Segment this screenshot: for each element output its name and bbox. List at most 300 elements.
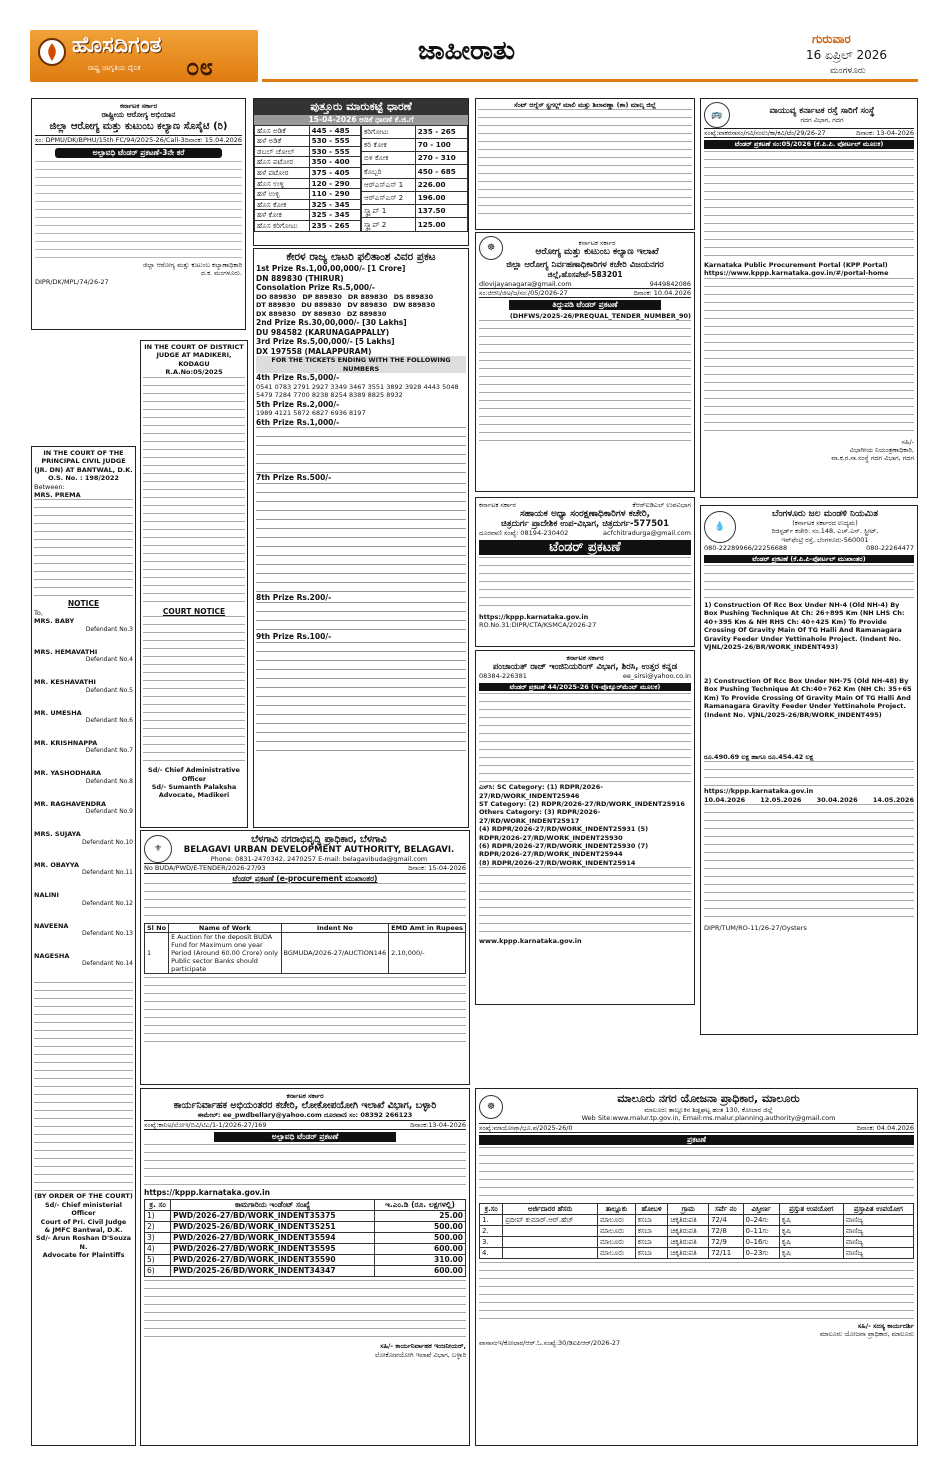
- bellary-gov: ಕರ್ನಾಟಕ ಸರ್ಕಾರ: [286, 1092, 324, 1100]
- water-header: [704, 509, 914, 544]
- vij-ref: ಸಂ:ಜಿಆನಿ/ಜಿಅ/ಜ/ಸಂ:/05/2026-27: [479, 289, 568, 297]
- market-item: ಆರ್‌ಎಸ್‌ಎಸ್ 1: [362, 178, 416, 191]
- market-item: ಡಬಲ್ ಚೋಲ್: [255, 146, 310, 157]
- market-date-line: 15-04-2026 ಅಡಿಕೆ ಧಾರಣೆ ಕೆ.ಜಿ.ಗೆ: [254, 115, 468, 125]
- vij-indent: (DHFWS/2025-26/PREQUAL_TENDER_NUMBER_90): [509, 312, 691, 320]
- sirsi-sc: ಎಸ್‌ಸಿ: SC Category: (1) RDPR/2026-27/RD/WORK_INDENT25946: [479, 783, 603, 800]
- malur-cell: [503, 1247, 598, 1258]
- forest-heading: ಟೆಂಡರ್ ಪ್ರಕಟಣೆ: [479, 540, 691, 555]
- buda-cell: 2,10,000/-: [389, 933, 466, 974]
- vij-contact: [479, 280, 691, 288]
- sirsi-r8: (8) RDPR/2026-27/RD/WORK_INDENT25914: [479, 858, 636, 867]
- water-phone-line: [704, 544, 914, 552]
- nwkrtc-title1: ವಾಯುವ್ಯ ಕರ್ನಾಟಕ ರಸ್ತೆ ಸಾರಿಗೆ ಸಂಸ್ಥೆ: [769, 105, 875, 116]
- market-price: 375 - 405: [309, 167, 360, 178]
- market-price: 110 - 290: [309, 189, 360, 200]
- malur-row: [480, 1225, 914, 1236]
- bellary-indent: PWD/2026-27/BD/WORK_INDENT35595: [171, 1244, 375, 1255]
- malur-refline: [479, 1123, 914, 1133]
- lottery-consolation-number: DS 889830: [393, 292, 434, 301]
- health-title: ಜಿಲ್ಲಾ ಆರೋಗ್ಯ ಮತ್ತು ಕುಟುಂಬ ಕಲ್ಯಾಣ ಸೊಸೈಟಿ (ರಿ): [49, 121, 228, 132]
- vij-refline: [479, 288, 691, 298]
- bellary-sign2: ಲೋಕೋಪಯೋಗಿ ಇಲಾಖೆ ವಿಭಾಗ, ಬಳ್ಳಾರಿ: [374, 1350, 466, 1359]
- water-ro: DIPR/TUM/RO-11/26-27/Oysters: [704, 924, 807, 933]
- health-refline: [35, 135, 242, 145]
- water-url[interactable]: https://kppp.karnataka.gov.in: [704, 787, 814, 796]
- bellary-sl: 3): [145, 1233, 171, 1244]
- buda-col-header: Indent No: [281, 924, 389, 933]
- malur-sign: ಸಹಿ/- ಸದಸ್ಯ ಕಾರ್ಯದರ್ಶಿ: [857, 1321, 914, 1330]
- market-row: [362, 205, 468, 218]
- market-price: 196.00: [415, 191, 467, 204]
- water-addr: ರಿಜಿಸ್ಟರ್ಡ್ ಕಚೇರಿ: ನಂ.148, ಎಚ್.ಎಸ್. ಸ್ಟ್ರೀಟ್,: [771, 527, 879, 536]
- vij-date: ದಿನಾಂಕ: 10.04.2026: [633, 289, 691, 297]
- masthead-logo: [30, 30, 258, 82]
- lottery-fourth: 4th Prize Rs.5,000/-: [256, 373, 340, 383]
- water-date2: 12.05.2026: [760, 795, 802, 804]
- lottery-fifth: 5th Prize Rs.2,000/-: [256, 399, 340, 409]
- malur-heading: ಪ್ರಕಟಣೆ: [479, 1135, 914, 1145]
- forest-title1: ಸಹಾಯಕ ಅಧ್ಯಾ ಸಂರಕ್ಷಣಾಧಿಕಾರಿಗಳ ಕಚೇರಿ,: [519, 509, 651, 520]
- defendant-number: Defendant No.13: [81, 929, 133, 937]
- defendant-name: MRS. BABY: [34, 617, 75, 626]
- water-dates: [704, 796, 914, 804]
- buda-header: [144, 834, 466, 863]
- buda-cell: 1: [145, 933, 169, 974]
- market-row: [362, 138, 468, 151]
- market-price: 325 - 345: [309, 210, 360, 221]
- masthead-date: 16 ಏಪ್ರಿಲ್ 2026: [806, 48, 888, 62]
- defendant-name: NAGESHA: [34, 951, 70, 960]
- malur-cell: ಮಾಲೂರು: [598, 1225, 636, 1236]
- water-title1: ಬೆಂಗಳೂರು ಜಲ ಮಂಡಳಿ ನಿಯಮಿತ: [771, 509, 879, 519]
- health-heading: ಅಲ್ಪಾವಧಿ ಟೆಂಡರ್ ಪ್ರಕಟಣೆ-3ನೇ ಕರೆ: [55, 148, 222, 158]
- defendant-entry: [34, 769, 133, 785]
- market-price: 450 - 685: [415, 165, 467, 178]
- lottery-title: ಕೇರಳ ರಾಜ್ಯ ಲಾಟರಿ ಫಲಿತಾಂಶ ವಿವರ ಪ್ರಕಟ: [286, 251, 436, 263]
- court-bantwal-order: (BY ORDER OF THE COURT): [34, 1192, 133, 1201]
- court-bantwal-sign1: Sd/- Chief ministerial Officer: [44, 1200, 123, 1218]
- buda-col-header: Name of Work: [169, 924, 281, 933]
- bellary-indent: PWD/2025-26/BD/WORK_INDENT34347: [171, 1266, 375, 1277]
- market-item: ಹಳೆ ಅಡಿಕೆ: [255, 136, 310, 147]
- malur-cell: 0–24ಗು: [743, 1214, 779, 1225]
- defendant-number: Defendant No.8: [85, 777, 133, 785]
- defendant-name: MR. KRISHNAPPA: [34, 739, 98, 748]
- malur-col-header: ತಾಲ್ಲೂಕು: [598, 1203, 636, 1214]
- malur-cell: ಕೃಷಿ: [779, 1236, 843, 1247]
- lottery-ninth: 9th Prize Rs.100/-: [256, 632, 332, 642]
- nwkrtc-sign3: ವಾ.ಕ.ರ.ಸಾ.ಸಂಸ್ಥೆ ಗದಗ ವಿಭಾಗ, ಗದಗ: [831, 454, 914, 463]
- forest-url[interactable]: https://kppp.karnataka.gov.in: [479, 612, 589, 621]
- vij-title1: ಆರೋಗ್ಯ ಮತ್ತು ಕುಟುಂಬ ಕಲ್ಯಾಣ ಇಲಾಖೆ: [535, 247, 659, 258]
- forest-gov: ಕರ್ನಾಟಕ ಸರ್ಕಾರ: [479, 501, 516, 509]
- buda-cell: E Auction for the deposit BUDA Fund for Maximum one year Period (Around 60.00 Crore) only Public sector Banks should participate: [169, 933, 281, 974]
- masthead-day: ಗುರುವಾರ: [812, 32, 851, 46]
- lottery-consolation-number: DW 889830: [393, 301, 436, 310]
- bellary-emd: 500.00: [374, 1222, 465, 1233]
- court-bantwal-defendants: [34, 617, 133, 968]
- defendant-name: MR. UMESHA: [34, 708, 82, 717]
- market-price: 235 - 265: [415, 125, 467, 138]
- market-row: [255, 167, 361, 178]
- market-item: ಆರ್‌ಎಸ್‌ಎಸ್ 2: [362, 191, 416, 204]
- vij-header: [479, 236, 691, 260]
- defendant-number: Defendant No.7: [85, 747, 133, 755]
- market-price: 445 - 485: [309, 125, 360, 136]
- market-row: [362, 191, 468, 204]
- malur-cell: ಮಾಲೂರು: [598, 1236, 636, 1247]
- malur-date: ದಿನಾಂಕ: 04.04.2026: [856, 1123, 914, 1132]
- water-work2: 2) Construction Of Rcc Box Under NH-75 (Old NH-48) By Box Pushing Technique At Ch:40+762 Km (NH Ch: 35+65 Km) To Provide Crossing Of Gravity Main Of TG Halli And Ramanagara Gravity Feeder Under Yettinahole Project. (Indent No. VJNL/2025-26/BR/WORK_INDENT495): [704, 677, 912, 719]
- malur-footer: ವಾಸಾಸಂಇ/ಕೋಲಾರ/ಆರ್.ಓ.ಸಂಖ್ಯೆ:30/ಡಿಐಪಿಆರ್/2026-27: [479, 1338, 621, 1347]
- malur-cell: ಕಸಬಾ: [635, 1214, 668, 1225]
- health-vijayanagara-tender: [475, 232, 695, 492]
- buda-title-kn: ಬೆಳಗಾವಿ ನಗರಾಭಿವೃದ್ಧಿ ಪ್ರಾಧಿಕಾರ, ಬೆಳಗಾವಿ: [251, 834, 387, 845]
- buda-title-en: BELAGAVI URBAN DEVELOPMENT AUTHORITY, BELAGAVI.: [183, 845, 455, 855]
- masthead-rule: [262, 79, 918, 82]
- bellary-indent: PWD/2026-27/BD/WORK_INDENT35594: [171, 1233, 375, 1244]
- bellary-url[interactable]: https://kppp.karnataka.gov.in: [144, 1187, 271, 1197]
- bellary-col-emd: ಇ.ಎಂ.ಡಿ (ರೂ. ಲಕ್ಷಗಳಲ್ಲಿ): [374, 1200, 465, 1211]
- defendant-number: Defendant No.12: [81, 899, 133, 907]
- malur-ref: ಸಂಖ್ಯೆ:ಮಾಯೋಪ್ರಾ/ಭೂ.ಪ/2025-26/0: [479, 1123, 573, 1132]
- malur-cell: [503, 1236, 598, 1247]
- market-rates: [253, 98, 469, 246]
- malur-cell: ಮಾಲೂರು: [598, 1214, 636, 1225]
- bellary-sl: 4): [145, 1244, 171, 1255]
- sirsi-r6: (6) RDPR/2026-27/RD/WORK_INDENT25930 (7) RDPR/2026-27/RD/WORK_INDENT25944: [479, 842, 649, 859]
- defendant-name: MR. YASHODHARA: [34, 769, 101, 778]
- nwkrtc-heading: ಟೆಂಡರ್ ಪ್ರಕಟಣೆ ಸಂ:05/2026 (ಕೆ.ಪಿ.ಪಿ. ಪೋರ್ಟಲ್ ಮೂಲಕ): [704, 140, 914, 148]
- lottery-first-no: DN 889830 (THIRUR): [256, 273, 344, 283]
- malur-sign2: ಮಾಲೂರು ಯೋಜನಾ ಪ್ರಾಧಿಕಾರ, ಮಾಲೂರು: [819, 1330, 914, 1339]
- market-row: [362, 125, 468, 138]
- market-item: ಕೊಬ್ಬರಿ: [362, 165, 416, 178]
- sirsi-email: ee_sirsi@yahoo.co.in: [622, 672, 691, 681]
- malur-notice: [475, 1088, 918, 1446]
- court-madikeri-sign1: Sd/- Chief Administrative Officer: [148, 766, 240, 783]
- market-row: [255, 157, 361, 168]
- malur-table: [479, 1203, 914, 1259]
- water-amount: ರೂ.490.69 ಲಕ್ಷ ಹಾಗೂ ರೂ.454.42 ಲಕ್ಷ: [704, 753, 814, 762]
- nwkrtc-sign: ಸಹಿ/-: [901, 437, 914, 446]
- market-item: ಹಳೆ ಉಳ್ಳಿ: [255, 189, 310, 200]
- health-place: ದ.ಕ. ಮಂಗಳೂರು.: [200, 269, 242, 278]
- market-item: ಹಳೆ ಪಟೋರ: [255, 167, 310, 178]
- market-right-table: [361, 125, 468, 232]
- market-row: [255, 199, 361, 210]
- water-phone: 080-22289966/22256688: [704, 544, 788, 553]
- water-heading: ಟೆಂಡರ್ ಪ್ರಕಟಣೆ (ಕೆ.ಪಿ.ಪಿ-ಪೋರ್ಟಲ್ ಮುಖಾಂತರ): [704, 555, 914, 563]
- defendant-entry: [34, 952, 133, 968]
- nwkrtc-url[interactable]: https://www.kppp.karnataka.gov.in/#/portal-home: [704, 269, 889, 278]
- market-price: 137.50: [415, 205, 467, 218]
- malur-row: [480, 1214, 914, 1225]
- lottery-fifth-nos: 1989 4121 5872 6827 6936 8197: [256, 409, 366, 418]
- bellary-sl: 1): [145, 1211, 171, 1222]
- court-bantwal-plaintiff: MRS. PREMA: [34, 491, 81, 500]
- masthead-edition: ಮಂಗಳೂರು: [830, 66, 866, 76]
- bellary-emd: 600.00: [374, 1266, 465, 1277]
- buda-date: ದಿನಾಂಕ: 15-04-2026: [408, 864, 466, 873]
- sirsi-others: Others Category: (3) RDPR/2026-27/RD/WORK_INDENT25917: [479, 808, 601, 825]
- bellary-row: [145, 1211, 466, 1222]
- bellary-emd: 25.00: [374, 1211, 465, 1222]
- court-madikeri-case: R.A.No:05/2025: [165, 368, 223, 377]
- karnataka-emblem-icon: ☸: [479, 236, 503, 260]
- market-item: ಹೊಸ ಕರಿಗೋಟು: [255, 220, 310, 231]
- water-addr2: ಇನ್‌ಫೆಂಟ್ರಿ ರಸ್ತೆ, ಬೆಂಗಳೂರು-560001: [781, 535, 869, 544]
- malur-col-header: ಪ್ರಸ್ತುತ ಉಪಯೋಗ: [779, 1203, 843, 1214]
- market-item: ಕರಿ ಕೋಕ: [362, 138, 416, 151]
- health-office: ಜಿಲ್ಲಾ ಆರೋಗ್ಯ ಮತ್ತು ಕುಟುಂಬ ಕಲ್ಯಾಣಾಧಿಕಾರಿ: [142, 261, 242, 269]
- bellary-refline: [144, 1120, 466, 1130]
- market-row: [255, 125, 361, 136]
- malur-cell: ವಾಣಿಜ್ಯ: [843, 1214, 913, 1225]
- lottery-consolation-number: DT 889830: [256, 301, 296, 310]
- water-work1: 1) Construction Of Rcc Box Under NH-4 (Old NH-4) By Box Pushing Technique At Ch: 26+895 Km (NH LHS Ch: 40+395 Km & NH RHS Ch: 40+425 Km) To Provide Crossing Of Gravity Main Of TG Halli And Ramanagara Gravity Feeder Under Yettinahole Project. (Indent No. VJNL/2025-26/BR/WORK_INDENT493): [704, 601, 905, 652]
- court-notice-bantwal: [31, 446, 136, 1446]
- malur-cell: ಕೃಷಿ: [779, 1247, 843, 1258]
- market-item: ಸ್ಕ್ರ್ಯಾಪ್ 2: [362, 218, 416, 231]
- malur-col-header: ವಿಸ್ತೀರ್ಣ: [743, 1203, 779, 1214]
- health-date: ದಿನಾಂಕ: 15.04.2026: [184, 136, 243, 144]
- malur-col-header: ಹೋಬಳಿ: [635, 1203, 668, 1214]
- bellary-emd: 600.00: [374, 1244, 465, 1255]
- bellary-row: [145, 1266, 466, 1277]
- market-price: 530 - 555: [309, 146, 360, 157]
- market-price: 120 - 290: [309, 178, 360, 189]
- market-row: [362, 165, 468, 178]
- masthead-tagline: ರಾಷ್ಟ್ರ ಜಾಗೃತಿಯ ದೈನಿಕ: [88, 64, 141, 72]
- malur-cell: ವಾಣಿಜ್ಯ: [843, 1225, 913, 1236]
- market-row: [362, 218, 468, 231]
- coop-title: ಸೆಂಟ್ ಆಗ್ನೆಸ್ ಸ್ಪ್ರಗಲ್ಲ್ ಮಾಲಿ ಮತ್ತು ಶಿಲಾವಣ್ಣಾ (ಶಾ) ಮಾಲ್ಕ ಜಿಲ್ಲೆ: [514, 101, 656, 109]
- forest-ro: RO.No.31:DIPR/CTA/KSMCA/2026-27: [479, 621, 597, 630]
- bellary-emd: 310.00: [374, 1255, 465, 1266]
- defendant-name: MR. OBAYYA: [34, 860, 80, 869]
- bellary-row: [145, 1255, 466, 1266]
- market-row: [255, 136, 361, 147]
- nwkrtc-date: ದಿನಾಂಕ: 13-04-2026: [856, 129, 914, 137]
- market-columns: [254, 125, 468, 232]
- nwkrtc-tender: [700, 98, 918, 498]
- malur-cell: 0–11ಗು: [743, 1225, 779, 1236]
- court-bantwal-sign3: & JMFC Bantwal, D.K.: [44, 1225, 123, 1234]
- defendant-entry: [34, 617, 133, 633]
- nwkrtc-ref: ಸಂಖ್ಯೆ:ವಾಕರಸಾಸಂ/ಗವಿ/ಸಂಉ/ಕಾ/ಕವಿ/ಟೆಂ/29/26-27: [704, 129, 826, 137]
- health-ref: ಸಂ: DPMU/DK/BPHU/15th FC/94/2025-26/Call-3: [35, 136, 185, 144]
- court-madikeri-heading: COURT NOTICE: [162, 606, 226, 616]
- market-price: 125.00: [415, 218, 467, 231]
- bellary-title: ಕಾರ್ಯನಿರ್ವಾಹಕ ಅಭಿಯಂತರರ ಕಚೇರಿ, ಲೋಕೋಪಯೋಗಿ ಇಲಾಖೆ ವಿಭಾಗ, ಬಳ್ಳಾರಿ: [173, 1100, 437, 1112]
- court-notice-madikeri: [140, 340, 248, 828]
- defendant-name: NALINI: [34, 891, 59, 900]
- bellary-row: [145, 1222, 466, 1233]
- nwkrtc-portal: Karnataka Public Procurement Portal (KPP Portal): [704, 260, 888, 269]
- malur-title: ಮಾಲೂರು ನಗರ ಯೋಜನಾ ಪ್ರಾಧಿಕಾರ, ಮಾಲೂರು: [617, 1092, 800, 1105]
- malur-row: [480, 1236, 914, 1247]
- forest-email: acfchitradurga@gmail.com: [603, 529, 691, 538]
- malur-cell: ಕಸಬಾ: [635, 1225, 668, 1236]
- defendant-entry: [34, 922, 133, 938]
- bellary-indent: PWD/2025-26/BD/WORK_INDENT35251: [171, 1222, 375, 1233]
- nwkrtc-refline: [704, 128, 914, 138]
- vij-title2: ಜಿಲ್ಲಾ ಆರೋಗ್ಯ ನಿರ್ವಹಣಾಧಿಕಾರಿಗಳ ಕಚೇರಿ ವಿಜಯನಗರ: [506, 260, 664, 270]
- defendant-number: Defendant No.5: [85, 686, 133, 694]
- lottery-consolation-number: DV 889830: [347, 301, 388, 310]
- sirsi-st: ST Category: (2) RDPR/2026-27/RD/WORK_INDENT25916: [479, 800, 685, 809]
- vij-email: dlovijayanagara@gmail.com: [479, 279, 572, 288]
- lottery-consolation-number: DY 889830: [301, 309, 341, 318]
- market-item: ಹೊಸ ಪಟೋರ: [255, 157, 310, 168]
- buda-ref: No BUDA/PWD/E-TENDER/2026-27/93: [144, 864, 266, 873]
- lottery-third-no: DX 197558 (MALAPPURAM): [256, 346, 372, 356]
- pwd-bellary-tender: [140, 1088, 470, 1446]
- sirsi-heading: ಟೆಂಡರ್ ಪ್ರಕಟಣೆ 44/2025-26 (ಇ-ಪ್ರೊಕ್ಯೂರ್‌ಮೆಂಟ್ ಮೂಲಕ): [479, 683, 691, 691]
- malur-col-header: ಸರ್ವೆ ನಂ: [709, 1203, 743, 1214]
- lottery-consolation-number: DX 889830: [256, 309, 296, 318]
- market-row: [362, 152, 468, 165]
- market-item: ಹೊಸ ಅಡಿಕೆ: [255, 125, 310, 136]
- market-title: ಪುತ್ತೂರು ಮಾರುಕಟ್ಟೆ ಧಾರಣೆ: [254, 99, 468, 115]
- lottery-second-no: DU 984582 (KARUNAGAPPALLY): [256, 327, 390, 337]
- sirsi-title: ಪಂಚಾಯತ್ ರಾಜ್ ಇಂಜಿನಿಯರಿಂಗ್ ವಿಭಾಗ, ಶಿರಸಿ, ಉತ್ತರ ಕನ್ನಡ: [492, 662, 678, 673]
- forest-office: ಕೆಆರ್‌ಐಡಿಎಲ್ ಉಪವಿಭಾಗ: [632, 501, 691, 509]
- forest-phone: ದೂರವಾಣಿ ಸಂಖ್ಯೆ: 08194-230402: [479, 529, 569, 538]
- malur-cell: ಕೃಷಿ: [779, 1225, 843, 1236]
- defendant-number: Defendant No.11: [81, 869, 133, 877]
- sirsi-gov: ಕರ್ನಾಟಕ ಸರ್ಕಾರ: [566, 654, 604, 662]
- section-title: ಜಾಹೀರಾತು: [418, 36, 515, 66]
- defendant-entry: [34, 800, 133, 816]
- malur-cell: ಚಿಕ್ಕತಿರುಪತಿ: [668, 1236, 709, 1247]
- bellary-email: ಈಮೇಲ್: ee_pwdbellary@yahoo.com ದೂರವಾಣಿ ಸಂ: 08392 266123: [197, 1111, 413, 1120]
- forest-tender: [475, 497, 695, 647]
- defendant-entry: [34, 648, 133, 664]
- water-date1: 10.04.2026: [704, 795, 746, 804]
- water-date4: 14.05.2026: [872, 795, 914, 804]
- bellary-indent: PWD/2026-27/BD/WORK_INDENT35590: [171, 1255, 375, 1266]
- market-row: [255, 178, 361, 189]
- market-row: [255, 146, 361, 157]
- market-price: 350 - 400: [309, 157, 360, 168]
- defendant-number: Defendant No.14: [81, 960, 133, 968]
- malur-cell: 3.: [480, 1236, 503, 1247]
- defendant-name: MR. RAGHAVENDRA: [34, 799, 107, 808]
- bellary-table: [144, 1199, 466, 1277]
- lottery-second: 2nd Prize Rs.30,00,000/- [30 Lakhs]: [256, 318, 407, 327]
- market-item: ಹಳೆ ಕೋಕ: [255, 210, 310, 221]
- vij-gov: ಕರ್ನಾಟಕ ಸರ್ಕಾರ: [578, 238, 616, 247]
- nwkrtc-sign2: ವಿಭಾಗೀಯ ನಿಯಂತ್ರಣಾಧಿಕಾರಿ,: [849, 446, 914, 455]
- defendant-number: Defendant No.4: [85, 656, 133, 664]
- defendant-entry: [34, 830, 133, 846]
- bellary-sl: 6): [145, 1266, 171, 1277]
- market-item: ಕರಿಗೋಟು: [362, 125, 416, 138]
- lottery-consolation-number: DZ 889830: [346, 309, 387, 318]
- buda-cell: BGMUDA/2026-27/AUCTION146: [281, 933, 389, 974]
- malur-cell: 0–16ಗು: [743, 1236, 779, 1247]
- defendant-number: Defendant No.10: [81, 838, 133, 846]
- sirsi-phone: 08384-226381: [479, 672, 527, 681]
- malur-cell: 4.: [480, 1247, 503, 1258]
- bellary-date: ದಿನಾಂಕ:13-04-2026: [410, 1120, 466, 1129]
- bellary-emd: 500.00: [374, 1233, 465, 1244]
- health-body: [35, 161, 242, 261]
- lottery-seventh: 7th Prize Rs.500/-: [256, 473, 332, 483]
- lottery-consolation-number: DU 889830: [301, 301, 342, 310]
- bellary-ref: ಸಂಖ್ಯೆ:ಕಾನಿಅ/ಲೋಇ/ಬಿವಿ/ಟಿಎ/1-1/2026-27/169: [144, 1120, 267, 1129]
- defendant-number: Defendant No.6: [85, 717, 133, 725]
- court-bantwal-sign4: Sd/- Arun Roshan D'Souza N.: [36, 1234, 131, 1251]
- masthead-logo-text: ಹೊಸದಿಗಂತ: [72, 33, 162, 58]
- forest-contact: [479, 529, 691, 537]
- market-row: [255, 210, 361, 221]
- defendant-name: MR. KESHAVATHI: [34, 678, 96, 687]
- cooperative-notice: [475, 98, 695, 230]
- lottery-consolation: Consolation Prize Rs.5,000/-: [256, 283, 375, 293]
- bellary-row: [145, 1233, 466, 1244]
- masthead: [30, 30, 918, 82]
- buda-contact: Phone: 0831-2470342, 2470257 E-mail: belagavibuda@gmail.com: [210, 855, 428, 863]
- market-row: [362, 178, 468, 191]
- lottery-eighth: 8th Prize Rs.200/-: [256, 592, 332, 602]
- malur-cell: ಕೃಷಿ: [779, 1214, 843, 1225]
- court-bantwal-title: IN THE COURT OF THE PRINCIPAL CIVIL JUDGE (JR. DN) AT BANTWAL, D.K.: [34, 449, 133, 474]
- buda-table: [144, 923, 466, 974]
- market-item: ಹೊಸ ಉಳ್ಳಿ: [255, 178, 310, 189]
- court-madikeri-sign3: Advocate, Madikeri: [158, 791, 230, 800]
- defendant-entry: [34, 709, 133, 725]
- court-bantwal-between: Between:: [34, 482, 65, 491]
- health-mission: ರಾಷ್ಟ್ರೀಯ ಆರೋಗ್ಯ ಅಭಿಯಾನ: [101, 110, 176, 120]
- malur-cell: ಚಿಕ್ಕತಿರುಪತಿ: [668, 1247, 709, 1258]
- sirsi-url[interactable]: www.kppp.karnataka.gov.in: [479, 937, 582, 946]
- buda-col-header: Sl No: [145, 924, 169, 933]
- malur-cell: ಚಿಕ್ಕತಿರುಪತಿ: [668, 1214, 709, 1225]
- market-left-table: [254, 125, 361, 232]
- bellary-sign: ಸಹಿ/- ಕಾರ್ಯನಿರ್ವಾಹಕ ಇಂಜನೀಯರ್,: [380, 1342, 466, 1351]
- malur-cell: ಪ್ರದೀಪ್ ಕುಮಾರ್.ಆರ್.ಹೆಚ್: [503, 1214, 598, 1225]
- malur-addr: ಮಾಲೂರು ತಾಲ್ಲೂಕಿನ ಶಿಡ್ಲಘಟ್ಟ ಹಂತ 130, ಕೋಲಾರ ಜಿಲ್ಲೆ: [644, 1106, 773, 1114]
- water-drop-icon: 💧: [704, 511, 736, 543]
- buda-tender: [140, 830, 470, 1085]
- malur-row: [480, 1247, 914, 1258]
- market-row: [255, 189, 361, 200]
- malur-cell: ವಾಣಿಜ್ಯ: [843, 1236, 913, 1247]
- water-title2: (ಕರ್ನಾಟಕ ಸರ್ಕಾರದ ಉದ್ಯಮ): [792, 519, 858, 527]
- defendant-name: NAVEENA: [34, 921, 69, 930]
- health-gov: ಕರ್ನಾಟಕ ಸರ್ಕಾರ: [119, 102, 158, 110]
- lottery-consolation-number: DO 889830: [256, 292, 297, 301]
- defendant-number: Defendant No.3: [85, 625, 133, 633]
- malur-cell: 2.: [480, 1225, 503, 1236]
- pred-sirsi-tender: [475, 650, 695, 1005]
- bellary-col-sl: ಕ್ರ. ಸಂ: [145, 1200, 171, 1211]
- lottery-first: 1st Prize Rs.1,00,00,000/- [1 Crore]: [256, 264, 406, 273]
- vij-heading: ತಿದ್ದುಪಡಿ ಟೆಂಡರ್ ಪ್ರಕಟಣೆ: [509, 300, 661, 310]
- page-number: ೦೮: [186, 53, 213, 81]
- defendant-name: MRS. HEMAVATHI: [34, 647, 98, 656]
- market-price: 325 - 345: [309, 199, 360, 210]
- court-bantwal-sign5: Advocate for Plaintiffs: [42, 1251, 125, 1260]
- malur-emblem-icon: ☸: [479, 1095, 503, 1119]
- sirsi-r4: (4) RDPR/2026-27/RD/WORK_INDENT25931 (5) RDPR/2026-27/RD/WORK_INDENT25930: [479, 825, 649, 842]
- buda-col-header: EMD Amt in Rupees: [389, 924, 466, 933]
- malur-header: [479, 1092, 914, 1123]
